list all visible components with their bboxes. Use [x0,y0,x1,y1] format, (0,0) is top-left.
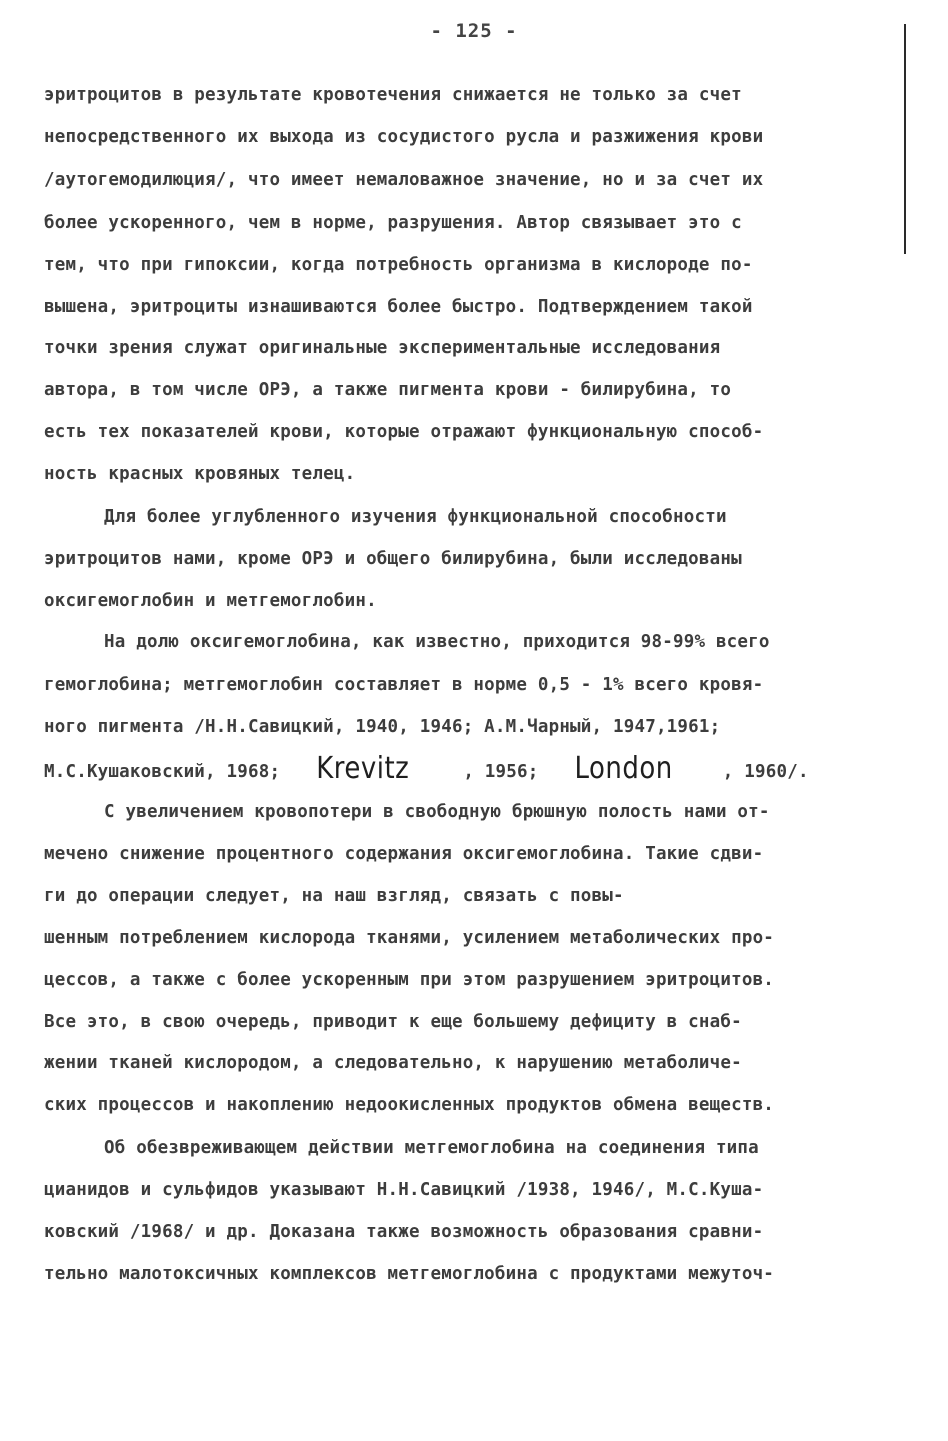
text-line: непосредственного их выхода из сосудистого русла и разжижения крови [44,127,764,147]
text-line: На долю оксигемоглобина, как известно, приходится 98-99% всего [104,632,770,652]
text-line: Об обезвреживающем действии метгемоглобина на соединения типа [104,1138,759,1158]
text-line: ковский /1968/ и др. Доказана также возможность образования сравни- [44,1222,764,1242]
text-line-with-handwriting [44,754,904,784]
margin-rule [904,24,906,254]
text-line: Все это, в свою очередь, приводит к еще большему дефициту в снаб- [44,1012,742,1032]
text-segment: , 1960/. [722,762,809,782]
text-line: С увеличением кровопотери в свободную брюшную полость нами от- [104,802,770,822]
text-line: ских процессов и накоплению недоокисленных продуктов обмена веществ. [44,1095,775,1115]
text-line: /аутогемодилюция/, что имеет немаловажное значение, но и за счет их [44,170,764,190]
text-line: гемоглобина; метгемоглобин составляет в норме 0,5 - 1% всего кровя- [44,675,764,695]
text-line: вышена, эритроциты изнашиваются более быстро. Подтверждением такой [44,297,753,317]
page-number: - 125 - [430,20,518,42]
text-line: тельно малотоксичных комплексов метгемоглобина с продуктами межуточ- [44,1264,775,1284]
handwritten-author: Krevitz [316,754,410,784]
text-line: эритроцитов в результате кровотечения снижается не только за счет [44,85,742,105]
text-line: шенным потреблением кислорода тканями, усилением метаболических про- [44,928,775,948]
text-line: ного пигмента /Н.Н.Савицкий, 1940, 1946; А.М.Чарный, 1947,1961; [44,717,721,737]
text-line: мечено снижение процентного содержания оксигемоглобина. Такие сдви- [44,844,764,864]
text-line: тем, что при гипоксии, когда потребность организма в кислороде по- [44,255,753,275]
text-line: ги до операции следует, на наш взгляд, связать с повы- [44,886,624,906]
text-segment: М.С.Кушаковский, 1968; [44,762,281,782]
text-line: оксигемоглобин и метгемоглобин. [44,591,377,611]
text-line: Для более углубленного изучения функциональной способности [104,507,727,527]
text-line: точки зрения служат оригинальные экспериментальные исследования [44,338,721,358]
text-line: автора, в том числе ОРЭ, а также пигмента крови - билирубина, то [44,380,732,400]
text-line: более ускоренного, чем в норме, разрушения. Автор связывает это с [44,213,742,233]
text-segment: , 1956; [463,762,539,782]
text-line: эритроцитов нами, кроме ОРЭ и общего билирубина, были исследованы [44,549,742,569]
text-line: цессов, а также с более ускоренным при этом разрушением эритроцитов. [44,970,775,990]
text-line: цианидов и сульфидов указывают Н.Н.Савицкий /1938, 1946/, М.С.Куша- [44,1180,764,1200]
text-line: жении тканей кислородом, а следовательно, к нарушению метаболиче- [44,1053,742,1073]
text-line: есть тех показателей крови, которые отражают функциональную способ- [44,422,764,442]
text-line: ность красных кровяных телец. [44,464,356,484]
handwritten-author: London [574,754,673,784]
